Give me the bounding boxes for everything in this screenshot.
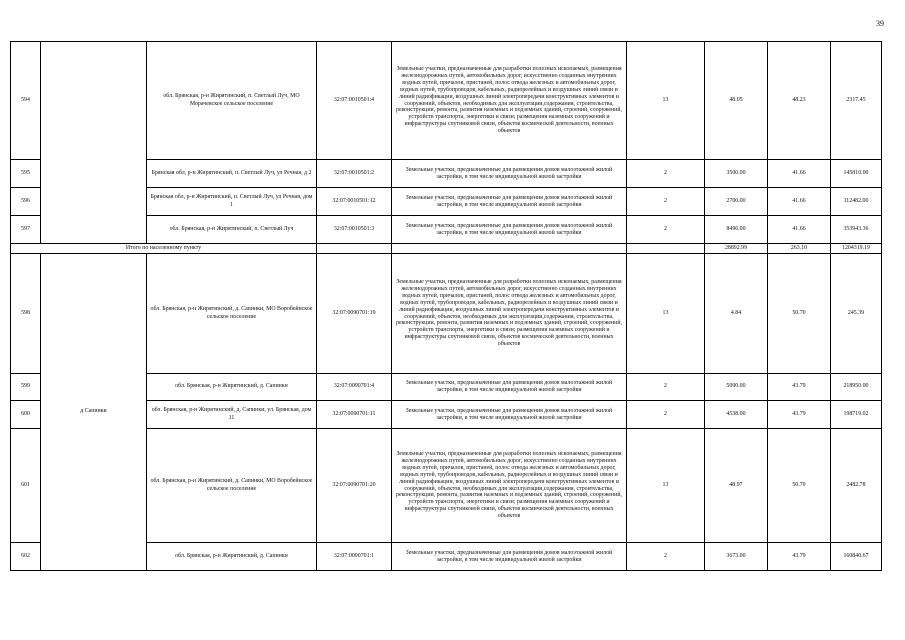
use-code: 2 — [627, 216, 705, 244]
land-use-description: Земельные участки, предназначенные для разработки полезных ископаемых, размещения железнодорожных путей, автомобильных дорог, искусственно созданных внутренних водных путей, причалов, пристаней, полос отвода железных и автомобильных дорог, водных путей, трубопроводов, кабельных, радиорелейных и воздушных линий связи и линий радиофикации, воздушных линий электропередачи конструктивных элементов и сооружений, объектов, необходимых для эксплуатации,содержания, строительства, реконструкции, ремонта, развития наземных и подземных зданий, строений, сооружений, устройств транспорта, энергетики и связи; размещения наземных сооружений и инфраструктуры спутниковой связи, объектов космической деятельности, военных объектов — [392, 42, 627, 160]
address-cell: обл. Брянская, р-н Жирятинский, д. Сапинки, ул. Брянская, дом 11 — [147, 401, 317, 429]
land-use-description: Земельные участки, предназначенные для размещения домов малоэтажной жилой застройки, в том числе индивидуальной жилой застройки — [392, 374, 627, 401]
land-use-description: Земельные участки, предназначенные для размещения домов малоэтажной жилой застройки, в том числе индивидуальной жилой застройки — [392, 543, 627, 571]
cadastral-number: 32:07:0090701:20 — [317, 429, 392, 543]
use-code: 13 — [627, 254, 705, 374]
use-code: 2 — [627, 160, 705, 188]
cadastral-number: 32:07:0010501:12 — [317, 188, 392, 216]
value-cell: 2317.45 — [831, 42, 882, 160]
value-cell: 145810.00 — [831, 160, 882, 188]
page-number: 39 — [876, 19, 884, 28]
value-cell: 2482.78 — [831, 429, 882, 543]
address-cell: Брянская обл, р-н Жирятинский, п. Светлый Луч, ул Речная, д 2 — [147, 160, 317, 188]
cadastral-number: 32:07:0010501:2 — [317, 160, 392, 188]
land-use-description: Земельные участки, предназначенные для разработки полезных ископаемых, размещения железнодорожных путей, автомобильных дорог, искусственно созданных внутренних водных путей, причалов, пристаней, полос отвода железных и автомобильных дорог, водных путей, трубопроводов, кабельных, радиорелейных и воздушных линий связи и линий радиофикации, воздушных линий электропередачи конструктивных элементов и сооружений, объектов, необходимых для эксплуатации,содержания, строительства, реконструкции, ремонта, развития наземных и подземных зданий, строений, сооружений, устройств транспорта, энергетики и связи; размещения наземных сооружений и инфраструктуры спутниковой связи, объектов космической деятельности, военных объектов — [392, 429, 627, 543]
value-cell: 353943.36 — [831, 216, 882, 244]
land-use-description: Земельные участки, предназначенные для разработки полезных ископаемых, размещения железнодорожных путей, автомобильных дорог, искусственно созданных внутренних водных путей, причалов, пристаней, полос отвода железных и автомобильных дорог, водных путей, трубопроводов, кабельных, радиорелейных и воздушных линий связи и линий радиофикации, воздушных линий электропередачи конструктивных элементов и сооружений, объектов, необходимых для эксплуатации,содержания, строительства, реконструкции, ремонта, развития наземных и подземных зданий, строений, сооружений, устройств транспорта, энергетики и связи; размещения наземных сооружений и инфраструктуры спутниковой связи, объектов космической деятельности, военных объектов — [392, 254, 627, 374]
cadastral-number: 32:07:0010501:4 — [317, 42, 392, 160]
row-number: 594 — [11, 42, 41, 160]
address-cell: обл. Брянская, р-н Жирятинский, п. Светлый Луч — [147, 216, 317, 244]
address-cell: обл. Брянская, р-н Жирятинский, п. Светлый Луч, МО Морачевское сельское поселение — [147, 42, 317, 160]
rate-cell: 41.66 — [768, 216, 831, 244]
rate-cell: 41.66 — [768, 188, 831, 216]
land-use-description: Земельные участки, предназначенные для размещения домов малоэтажной жилой застройки, в том числе индивидуальной жилой застройки — [392, 401, 627, 429]
use-code: 13 — [627, 429, 705, 543]
row-number: 600 — [11, 401, 41, 429]
table-row — [11, 254, 882, 374]
area-cell: 4.84 — [705, 254, 768, 374]
land-use-description: Земельные участки, предназначенные для размещения домов малоэтажной жилой застройки, в том числе индивидуальной жилой застройки — [392, 188, 627, 216]
row-number: 602 — [11, 543, 41, 571]
address-cell: обл. Брянская, р-н Жирятинский, д. Сапинки, МО Воробейнское сельское поселение — [147, 254, 317, 374]
locality-cell — [41, 42, 147, 244]
cadastral-number: 32:07:0090701:4 — [317, 374, 392, 401]
land-use-description: Земельные участки, предназначенные для размещения домов малоэтажной жилой застройки, в том числе индивидуальной жилой застройки — [392, 160, 627, 188]
use-code: 2 — [627, 188, 705, 216]
rate-cell: 43.79 — [768, 374, 831, 401]
cadastral-number: 32:07:0090701:11 — [317, 401, 392, 429]
value-cell: 160840.67 — [831, 543, 882, 571]
row-number: 601 — [11, 429, 41, 543]
row-number: 598 — [11, 254, 41, 374]
value-cell: 218950.00 — [831, 374, 882, 401]
area-cell: 4538.00 — [705, 401, 768, 429]
row-number: 595 — [11, 160, 41, 188]
address-cell: обл. Брянская, р-н Жирятинский, д. Сапинки, МО Воробейнское сельское поселение — [147, 429, 317, 543]
area-cell: 48.05 — [705, 42, 768, 160]
row-number: 596 — [11, 188, 41, 216]
use-code: 2 — [627, 401, 705, 429]
row-number: 597 — [11, 216, 41, 244]
rate-cell: 50.70 — [768, 254, 831, 374]
area-cell: 48.97 — [705, 429, 768, 543]
use-code: 2 — [627, 543, 705, 571]
value-cell: 245.39 — [831, 254, 882, 374]
total-rate: 263.10 — [768, 244, 831, 254]
cadastral-number: 32:07:0090701:1 — [317, 543, 392, 571]
use-code: 13 — [627, 42, 705, 160]
rate-cell: 48.23 — [768, 42, 831, 160]
area-cell: 5000.00 — [705, 374, 768, 401]
cadastral-number: 32:07:0090701:19 — [317, 254, 392, 374]
address-cell: обл. Брянская, р-н Жирятинский, д. Сапинки — [147, 374, 317, 401]
total-value: 1204319.19 — [831, 244, 882, 254]
value-cell: 198719.02 — [831, 401, 882, 429]
area-cell: 2700.00 — [705, 188, 768, 216]
rate-cell: 41.66 — [768, 160, 831, 188]
table-row — [11, 42, 882, 160]
cadastral-number: 32:07:0010501:3 — [317, 216, 392, 244]
rate-cell: 50.70 — [768, 429, 831, 543]
land-plots-table — [10, 41, 882, 571]
land-use-description: Земельные участки, предназначенные для размещения домов малоэтажной жилой застройки, в том числе индивидуальной жилой застройки — [392, 216, 627, 244]
address-cell: обл. Брянская, р-н Жирятинский, д. Сапинки — [147, 543, 317, 571]
rate-cell: 43.79 — [768, 401, 831, 429]
locality-name: д Сапинки — [41, 254, 147, 571]
row-number: 599 — [11, 374, 41, 401]
use-code: 2 — [627, 374, 705, 401]
area-cell: 3500.00 — [705, 160, 768, 188]
address-cell: Брянская обл, р-н Жирятинский, п. Светлый Луч, ул Речная, дом 1 — [147, 188, 317, 216]
total-row — [11, 244, 882, 254]
area-cell: 8496.00 — [705, 216, 768, 244]
value-cell: 112482.00 — [831, 188, 882, 216]
area-cell: 3673.00 — [705, 543, 768, 571]
total-label: Итого по населенному пункту — [11, 244, 317, 254]
rate-cell: 43.79 — [768, 543, 831, 571]
total-area: 28892.99 — [705, 244, 768, 254]
